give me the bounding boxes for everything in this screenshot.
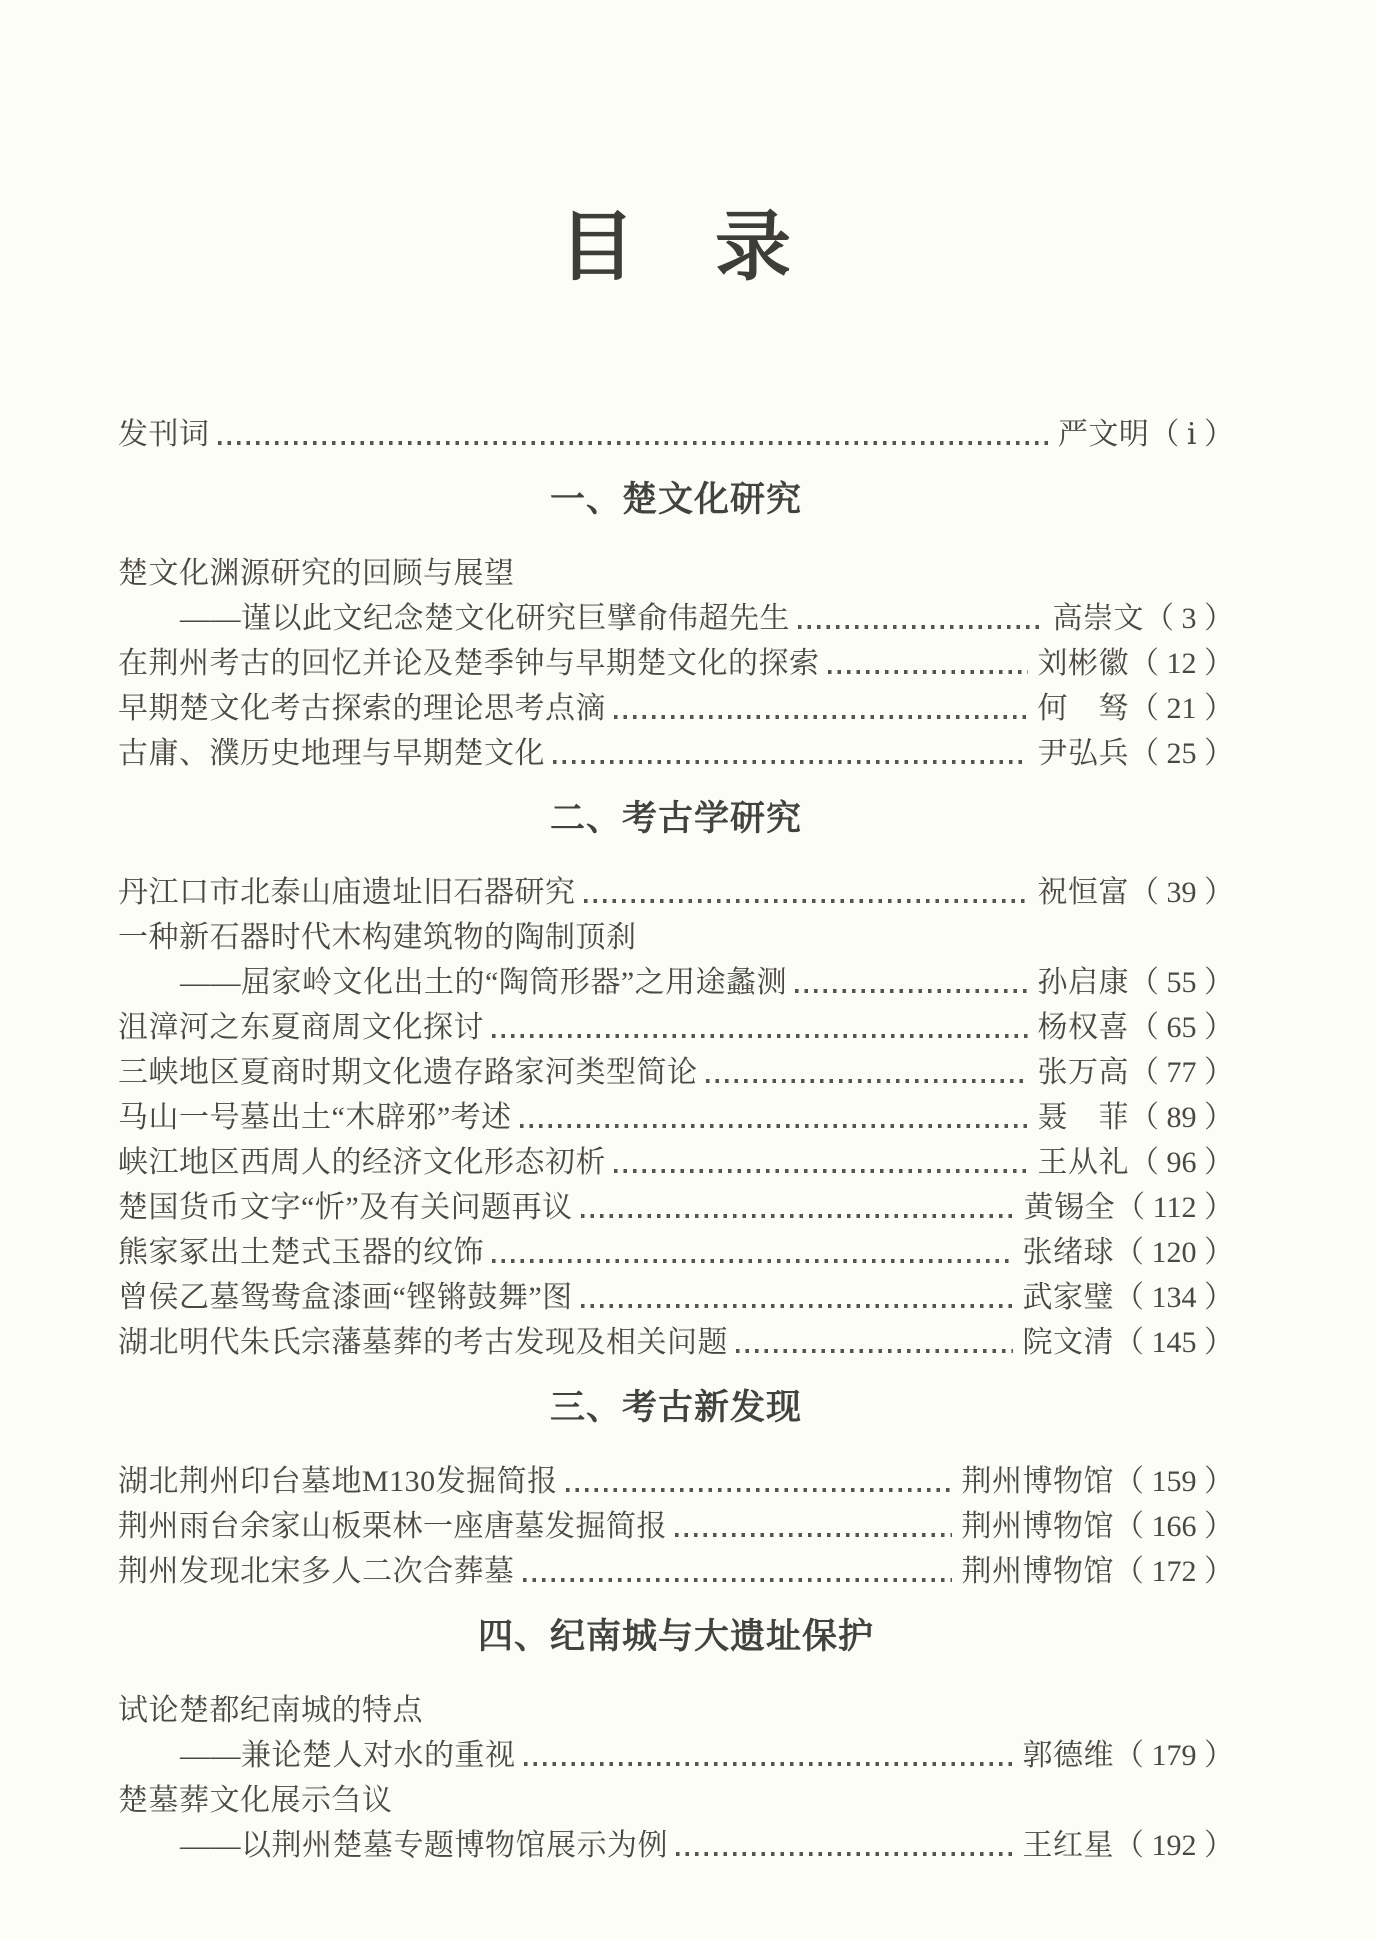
toc-entry-row: [118, 1003, 1234, 1048]
toc-entry-row: [118, 1821, 1234, 1866]
entry-page: （ 96 ）: [1129, 1146, 1234, 1179]
entry-title: 丹江口市北泰山庙遗址旧石器研究: [118, 876, 576, 909]
entry-author: 刘彬徽: [1037, 647, 1129, 680]
entry-page: （ 25 ）: [1129, 737, 1234, 770]
entry-page: （ 112 ）: [1115, 1191, 1234, 1224]
entry-author: 聂 菲: [1037, 1101, 1129, 1134]
entry-page: （ ⅰ ）: [1149, 418, 1234, 451]
entry-author: 张万高: [1037, 1056, 1129, 1089]
entry-page: （ 120 ）: [1114, 1236, 1234, 1269]
toc-entry-row: [118, 1093, 1234, 1138]
entry-author: 郭德维: [1022, 1739, 1114, 1772]
toc-entry-row: [118, 1318, 1234, 1363]
entry-title: ——以荆州楚墓专题博物馆展示为例: [180, 1829, 668, 1862]
entry-page: （ 166 ）: [1114, 1510, 1234, 1543]
toc-entry-row: [118, 1502, 1234, 1547]
entry-author: 祝恒富: [1037, 876, 1129, 909]
dot-leader: [520, 1124, 1028, 1128]
entry-title: 马山一号墓出土“木辟邪”考述: [118, 1101, 512, 1134]
entry-title: 试论楚都纪南城的特点: [118, 1694, 423, 1727]
dot-leader: [584, 899, 1028, 903]
entry-author: 孙启康: [1037, 966, 1129, 999]
toc-entry-row: [118, 1547, 1234, 1592]
dot-leader: [523, 1578, 952, 1582]
entry-page: （ 134 ）: [1114, 1281, 1234, 1314]
entry-page: （ 192 ）: [1114, 1829, 1234, 1862]
entry-title: 早期楚文化考古探索的理论思考点滴: [118, 692, 606, 725]
entry-title: 发刊词: [118, 418, 210, 451]
entry-title: 三峡地区夏商时期文化遗存路家河类型简论: [118, 1056, 698, 1089]
entry-title: 沮漳河之东夏商周文化探讨: [118, 1011, 484, 1044]
dot-leader: [828, 670, 1028, 674]
toc-entry-row: [118, 410, 1234, 455]
toc-entry-row: [118, 549, 1234, 594]
dot-leader: [553, 760, 1028, 764]
entry-author: 高崇文: [1052, 602, 1144, 635]
entry-title: ——谨以此文纪念楚文化研究巨擘俞伟超先生: [180, 602, 790, 635]
section-heading: 二、考古学研究: [549, 799, 802, 838]
toc-entry-row: [118, 1138, 1234, 1183]
section-heading: 四、纪南城与大遗址保护: [477, 1617, 874, 1656]
entry-author: 王红星: [1022, 1829, 1114, 1862]
entry-page: （ 179 ）: [1114, 1739, 1234, 1772]
dot-leader: [218, 441, 1048, 445]
toc-entry-row: [118, 1457, 1234, 1502]
dot-leader: [736, 1349, 1013, 1353]
entry-page: （ 65 ）: [1129, 1011, 1234, 1044]
dot-leader: [566, 1488, 952, 1492]
entry-author: 王从礼: [1037, 1146, 1129, 1179]
entry-page: （ 12 ）: [1129, 647, 1234, 680]
entry-page: （ 145 ）: [1114, 1326, 1234, 1359]
entry-title: 古庸、濮历史地理与早期楚文化: [118, 737, 545, 770]
entry-title: 湖北荆州印台墓地M130发掘简报: [118, 1465, 558, 1498]
entry-author: 黄锡全: [1023, 1191, 1116, 1224]
entry-page: （ 159 ）: [1114, 1465, 1234, 1498]
section-heading: 一、楚文化研究: [549, 480, 802, 519]
dot-leader: [675, 1533, 952, 1537]
toc-entry-row: [118, 729, 1234, 774]
toc-entry-row: [118, 1273, 1234, 1318]
entry-title: ——兼论楚人对水的重视: [180, 1739, 516, 1772]
dot-leader: [614, 715, 1028, 719]
entry-title: 湖北明代朱氏宗藩墓葬的考古发现及相关问题: [118, 1326, 728, 1359]
toc-entry-row: [118, 639, 1234, 684]
entry-title: 楚墓葬文化展示刍议: [118, 1784, 393, 1817]
toc-entry-row: [118, 1048, 1234, 1093]
entry-title: ——屈家岭文化出土的“陶筒形器”之用途蠡测: [180, 966, 788, 999]
entry-page: （ 21 ）: [1129, 692, 1234, 725]
toc-content-column: [118, 0, 1234, 1866]
entry-author: 院文清: [1022, 1326, 1114, 1359]
entry-author: 荆州博物馆: [961, 1555, 1114, 1588]
section-heading: 三、考古新发现: [549, 1388, 802, 1427]
toc-list: [118, 410, 1234, 1866]
page-title: 目 录: [559, 206, 793, 290]
entry-title: 曾侯乙墓鸳鸯盒漆画“铿锵鼓舞”图: [118, 1281, 573, 1314]
toc-entry-row: [118, 1731, 1234, 1776]
entry-author: 杨权喜: [1037, 1011, 1129, 1044]
entry-title: 楚国货币文字“忻”及有关问题再议: [118, 1191, 573, 1224]
toc-entry-row: [118, 958, 1234, 1003]
dot-leader: [524, 1762, 1013, 1766]
entry-page: （ 55 ）: [1129, 966, 1234, 999]
toc-entry-row: [118, 594, 1234, 639]
dot-leader: [581, 1214, 1014, 1218]
entry-title: 荆州发现北宋多人二次合葬墓: [118, 1555, 515, 1588]
toc-entry-row: [118, 1686, 1234, 1731]
dot-leader: [798, 625, 1043, 629]
entry-title: 一种新石器时代木构建筑物的陶制顶刹: [118, 921, 637, 954]
dot-leader: [676, 1852, 1013, 1856]
entry-page: （ 77 ）: [1129, 1056, 1234, 1089]
toc-entry-row: [118, 1776, 1234, 1821]
toc-entry-row: [118, 1228, 1234, 1273]
dot-leader: [614, 1169, 1028, 1173]
toc-entry-row: [118, 913, 1234, 958]
entry-author: 武家璧: [1022, 1281, 1114, 1314]
entry-author: 何 驽: [1037, 692, 1129, 725]
entry-author: 荆州博物馆: [961, 1510, 1114, 1543]
entry-title: 荆州雨台余家山板栗林一座唐墓发掘简报: [118, 1510, 667, 1543]
entry-author: 严文明: [1057, 418, 1150, 451]
entry-author: 荆州博物馆: [961, 1465, 1114, 1498]
dot-leader: [581, 1304, 1013, 1308]
entry-title: 楚文化渊源研究的回顾与展望: [118, 557, 515, 590]
entry-title: 峡江地区西周人的经济文化形态初析: [118, 1146, 606, 1179]
dot-leader: [492, 1259, 1013, 1263]
entry-page: （ 89 ）: [1129, 1101, 1234, 1134]
entry-author: 张绪球: [1022, 1236, 1114, 1269]
entry-page: （ 39 ）: [1129, 876, 1234, 909]
toc-entry-row: [118, 684, 1234, 729]
toc-entry-row: [118, 1183, 1234, 1228]
entry-page: （ 172 ）: [1114, 1555, 1234, 1588]
entry-title: 熊家冢出土楚式玉器的纹饰: [118, 1236, 484, 1269]
toc-entry-row: [118, 868, 1234, 913]
entry-page: （ 3 ）: [1144, 602, 1234, 635]
dot-leader: [795, 989, 1027, 993]
dot-leader: [492, 1034, 1028, 1038]
dot-leader: [706, 1079, 1028, 1083]
entry-title: 在荆州考古的回忆并论及楚季钟与早期楚文化的探索: [118, 647, 820, 680]
entry-author: 尹弘兵: [1037, 737, 1129, 770]
